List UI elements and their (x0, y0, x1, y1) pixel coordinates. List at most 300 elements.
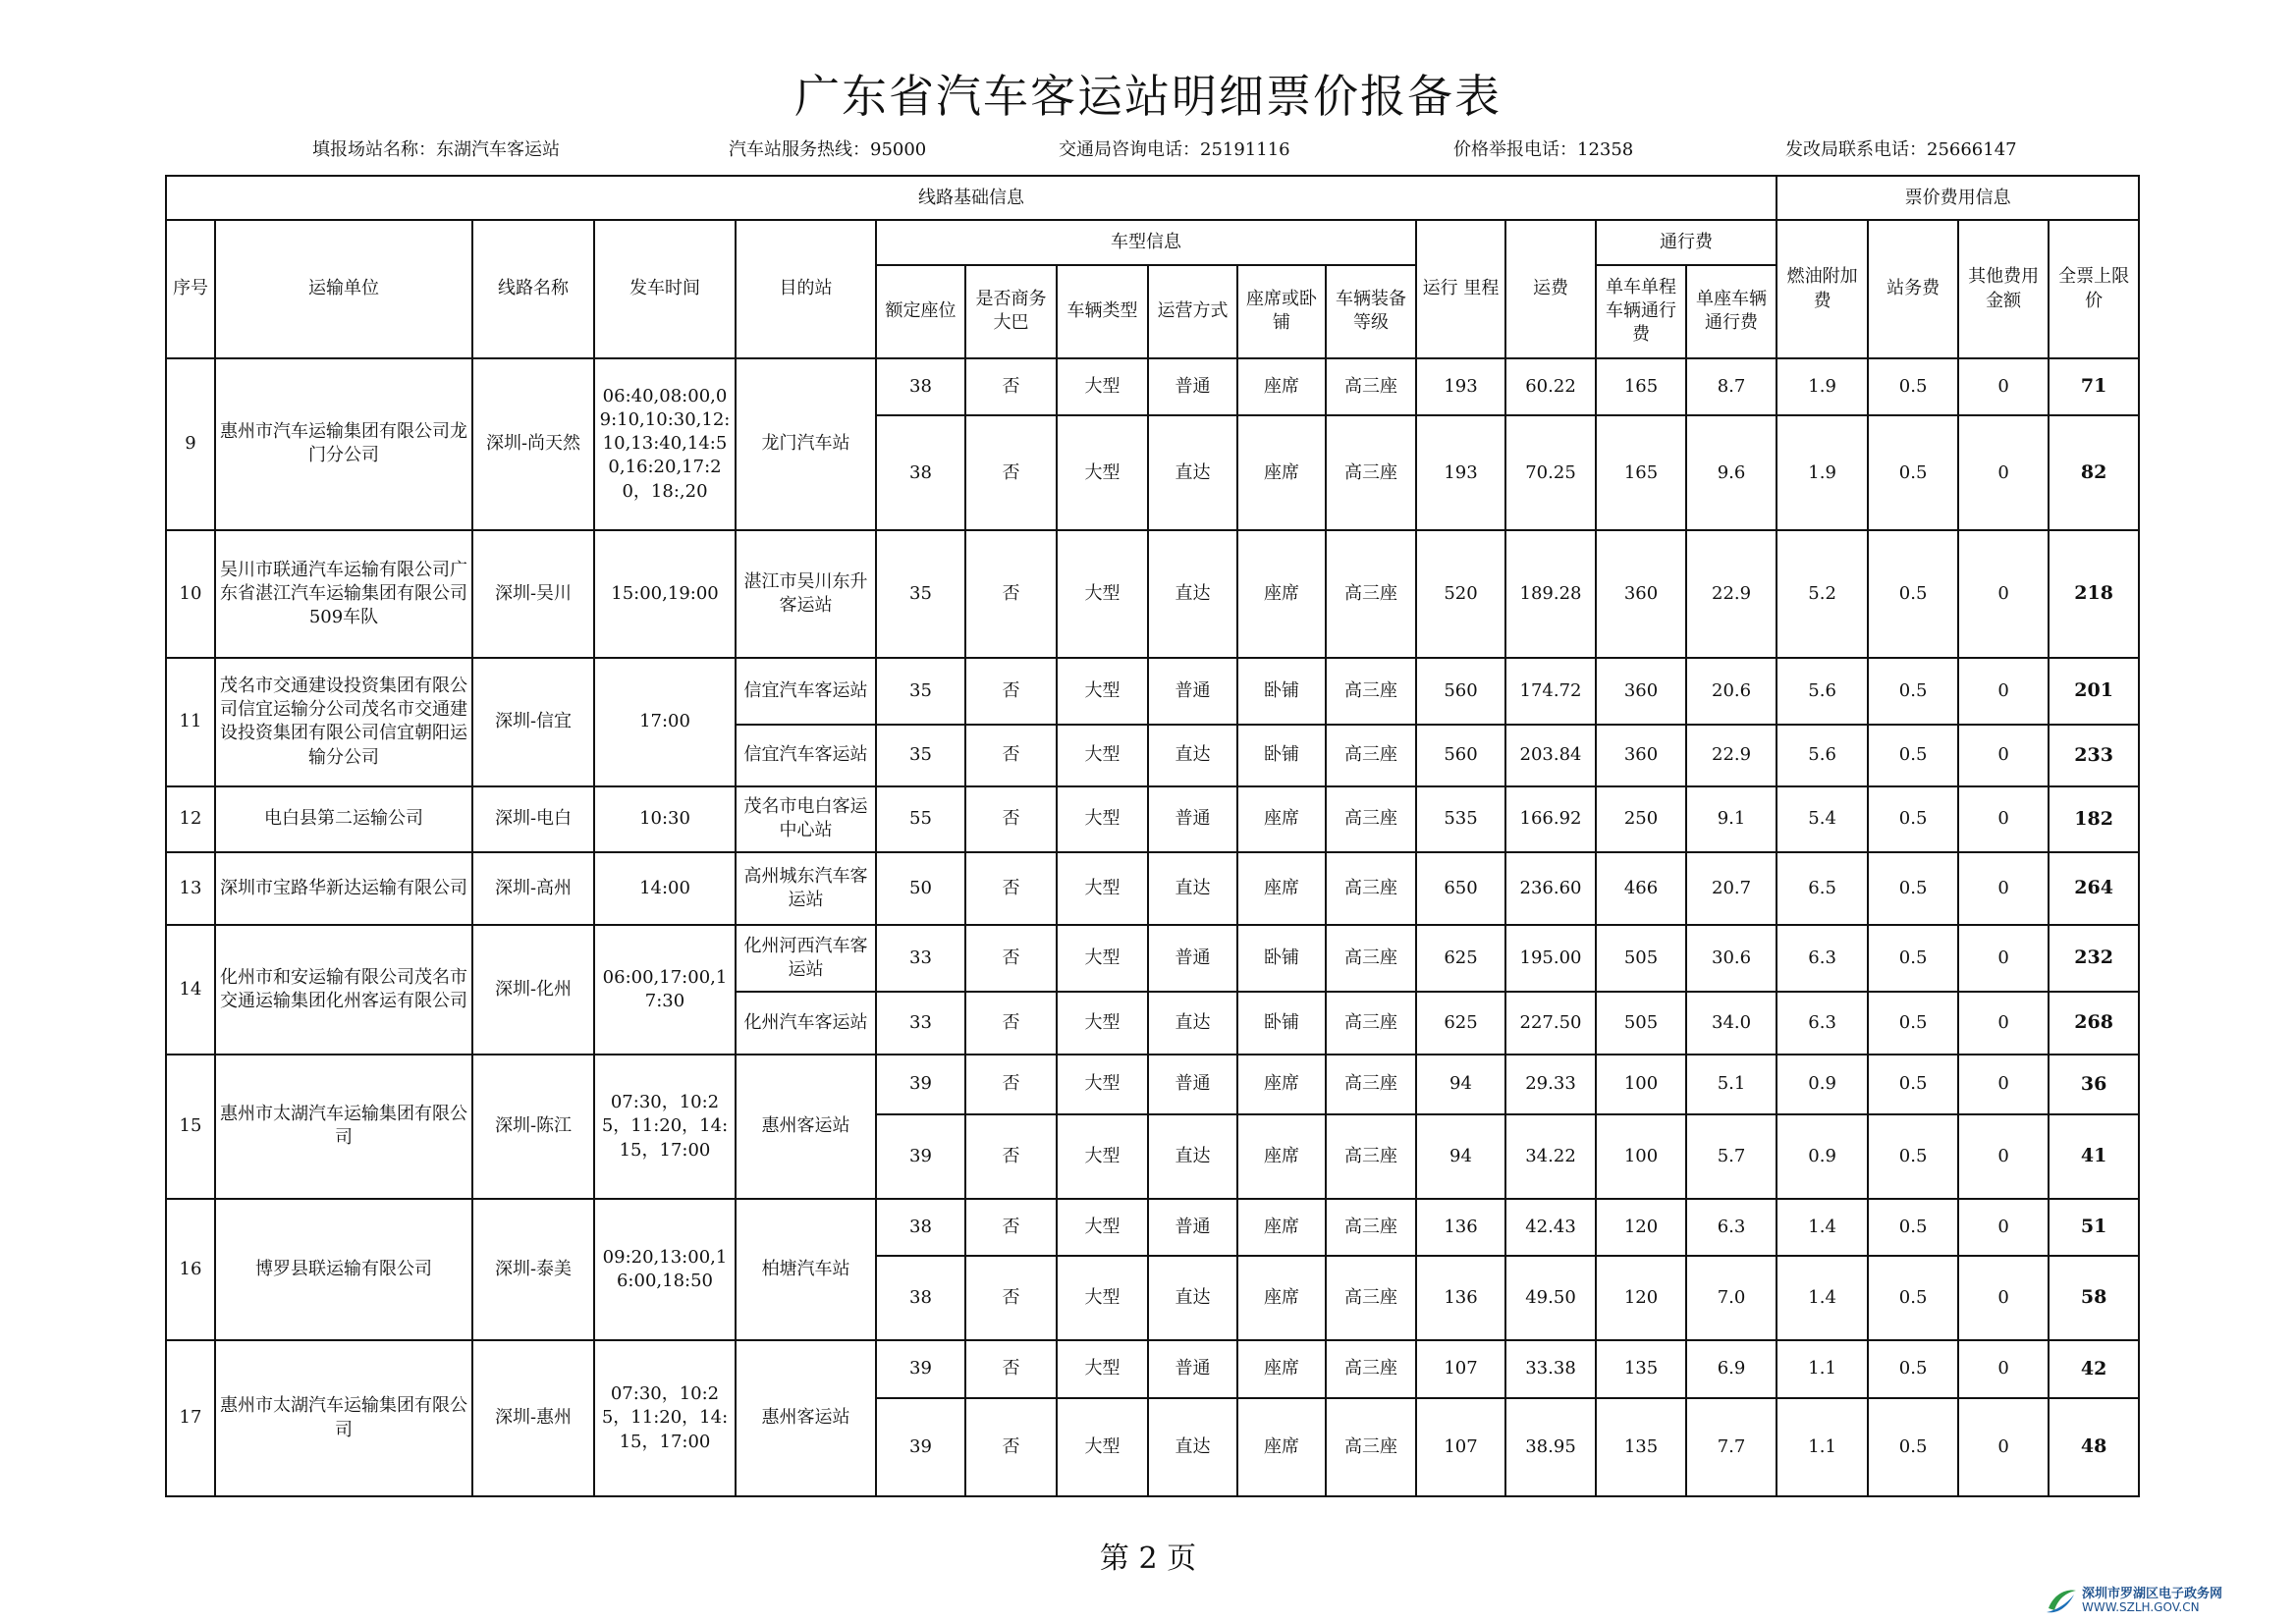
station-fee-cell: 0.5 (1868, 1114, 1958, 1199)
fuel-cell: 6.3 (1777, 992, 1868, 1055)
fare-cell: 70.25 (1505, 415, 1596, 530)
company-cell: 吴川市联通汽车运输有限公司广东省湛江汽车运输集团有限公司509车队 (215, 530, 472, 658)
fare-cell: 203.84 (1505, 725, 1596, 786)
berth-cell: 座席 (1237, 786, 1326, 852)
portal-name: 深圳市罗湖区电子政务网 (2082, 1587, 2223, 1601)
company-cell: 电白县第二运输公司 (215, 786, 472, 852)
depart-time-cell: 07:30，10:25，11:20，14:15，17:00 (594, 1055, 736, 1198)
route-cell: 深圳-尚天然 (472, 358, 594, 530)
page-title: 广东省汽车客运站明细票价报备表 (794, 70, 1502, 123)
vtype-cell: 大型 (1057, 1256, 1148, 1340)
distance-cell: 625 (1416, 925, 1505, 992)
station-fee-cell: 0.5 (1868, 1340, 1958, 1398)
price-report-phone-info: 价格举报电话：12358 (1453, 139, 1634, 160)
distance-cell: 560 (1416, 658, 1505, 725)
vtype-cell: 大型 (1057, 786, 1148, 852)
distance-cell: 535 (1416, 786, 1505, 852)
toll-seat-cell: 5.7 (1686, 1114, 1777, 1199)
berth-cell: 座席 (1237, 1398, 1326, 1496)
fare-cell: 174.72 (1505, 658, 1596, 725)
business-cell: 否 (965, 658, 1057, 725)
berth-cell: 座席 (1237, 1114, 1326, 1199)
fuel-cell: 0.9 (1777, 1055, 1868, 1114)
total-cell: 36 (2049, 1055, 2139, 1114)
distance-cell: 94 (1416, 1114, 1505, 1199)
destination-cell: 柏塘汽车站 (736, 1199, 876, 1340)
station-fee-cell: 0.5 (1868, 786, 1958, 852)
header-fare: 运费 (1505, 220, 1596, 357)
fuel-cell: 1.4 (1777, 1256, 1868, 1340)
fuel-cell: 5.6 (1777, 658, 1868, 725)
depart-time-cell: 10:30 (594, 786, 736, 852)
business-cell: 否 (965, 1398, 1057, 1496)
portal-url: WWW.SZLH.GOV.CN (2082, 1600, 2200, 1614)
fuel-cell: 6.3 (1777, 925, 1868, 992)
total-cell: 182 (2049, 786, 2139, 852)
table-row (166, 658, 2139, 725)
grade-cell: 高三座 (1326, 415, 1416, 530)
fare-cell: 166.92 (1505, 786, 1596, 852)
header-toll: 通行费 (1596, 220, 1777, 264)
grade-cell: 高三座 (1326, 992, 1416, 1055)
depart-time-cell: 17:00 (594, 658, 736, 786)
mode-cell: 直达 (1148, 1398, 1237, 1496)
station-fee-cell: 0.5 (1868, 1256, 1958, 1340)
mode-cell: 直达 (1148, 1114, 1237, 1199)
total-cell: 264 (2049, 852, 2139, 925)
company-cell: 茂名市交通建设投资集团有限公司信宜运输分公司茂名市交通建设投资集团有限公司信宜朝阳运输分公司 (215, 658, 472, 786)
grade-cell: 高三座 (1326, 658, 1416, 725)
total-cell: 48 (2049, 1398, 2139, 1496)
toll-vehicle-cell: 360 (1596, 530, 1686, 658)
vtype-cell: 大型 (1057, 530, 1148, 658)
vtype-cell: 大型 (1057, 1398, 1148, 1496)
toll-vehicle-cell: 135 (1596, 1340, 1686, 1398)
company-cell: 惠州市汽车运输集团有限公司龙门分公司 (215, 358, 472, 530)
seats-cell: 39 (876, 1055, 965, 1114)
distance-cell: 107 (1416, 1340, 1505, 1398)
grade-cell: 高三座 (1326, 530, 1416, 658)
business-cell: 否 (965, 1256, 1057, 1340)
total-cell: 51 (2049, 1199, 2139, 1257)
other-cell: 0 (1958, 992, 2049, 1055)
grade-cell: 高三座 (1326, 725, 1416, 786)
seats-cell: 33 (876, 925, 965, 992)
other-cell: 0 (1958, 1398, 2049, 1496)
destination-cell: 化州河西汽车客运站 (736, 925, 876, 992)
seq-cell: 11 (166, 658, 215, 786)
header-toll-vehicle: 单车单程车辆通行费 (1596, 265, 1686, 358)
total-cell: 82 (2049, 415, 2139, 530)
vtype-cell: 大型 (1057, 358, 1148, 416)
portal-swoosh-icon (2045, 1585, 2078, 1616)
grade-cell: 高三座 (1326, 1055, 1416, 1114)
table-row (166, 1055, 2139, 1114)
header-station-fee: 站务费 (1868, 220, 1958, 357)
table-row (166, 530, 2139, 658)
toll-vehicle-cell: 165 (1596, 358, 1686, 416)
grade-cell: 高三座 (1326, 1256, 1416, 1340)
seats-cell: 55 (876, 786, 965, 852)
toll-seat-cell: 9.1 (1686, 786, 1777, 852)
fare-cell: 236.60 (1505, 852, 1596, 925)
grade-cell: 高三座 (1326, 925, 1416, 992)
fuel-cell: 1.4 (1777, 1199, 1868, 1257)
fare-cell: 60.22 (1505, 358, 1596, 416)
table-row (166, 925, 2139, 992)
business-cell: 否 (965, 992, 1057, 1055)
mode-cell: 普通 (1148, 1055, 1237, 1114)
distance-cell: 136 (1416, 1199, 1505, 1257)
table-row (166, 1340, 2139, 1398)
route-cell: 深圳-化州 (472, 925, 594, 1055)
seats-cell: 38 (876, 1256, 965, 1340)
berth-cell: 座席 (1237, 1256, 1326, 1340)
toll-vehicle-cell: 360 (1596, 658, 1686, 725)
toll-seat-cell: 5.1 (1686, 1055, 1777, 1114)
mode-cell: 普通 (1148, 658, 1237, 725)
total-cell: 268 (2049, 992, 2139, 1055)
company-cell: 惠州市太湖汽车运输集团有限公司 (215, 1055, 472, 1198)
berth-cell: 卧铺 (1237, 992, 1326, 1055)
header-total: 全票上限价 (2049, 220, 2139, 357)
header-route: 线路名称 (472, 220, 594, 357)
other-cell: 0 (1958, 358, 2049, 416)
total-cell: 233 (2049, 725, 2139, 786)
station-name-info: 填报场站名称：东湖汽车客运站 (312, 139, 560, 160)
toll-vehicle-cell: 165 (1596, 415, 1686, 530)
business-cell: 否 (965, 1199, 1057, 1257)
business-cell: 否 (965, 852, 1057, 925)
station-fee-cell: 0.5 (1868, 925, 1958, 992)
mode-cell: 直达 (1148, 852, 1237, 925)
toll-seat-cell: 6.9 (1686, 1340, 1777, 1398)
distance-cell: 650 (1416, 852, 1505, 925)
seq-cell: 10 (166, 530, 215, 658)
grade-cell: 高三座 (1326, 1340, 1416, 1398)
business-cell: 否 (965, 358, 1057, 416)
seq-cell: 14 (166, 925, 215, 1055)
distance-cell: 520 (1416, 530, 1505, 658)
distance-cell: 136 (1416, 1256, 1505, 1340)
mode-cell: 普通 (1148, 925, 1237, 992)
fuel-cell: 1.9 (1777, 358, 1868, 416)
mode-cell: 普通 (1148, 1340, 1237, 1398)
header-depart: 发车时间 (594, 220, 736, 357)
depart-time-cell: 15:00,19:00 (594, 530, 736, 658)
ndrc-phone-info: 发改局联系电话：25666147 (1785, 139, 2017, 160)
toll-vehicle-cell: 466 (1596, 852, 1686, 925)
berth-cell: 座席 (1237, 358, 1326, 416)
vtype-cell: 大型 (1057, 992, 1148, 1055)
berth-cell: 座席 (1237, 1055, 1326, 1114)
table-row (166, 786, 2139, 852)
other-cell: 0 (1958, 658, 2049, 725)
total-cell: 42 (2049, 1340, 2139, 1398)
toll-vehicle-cell: 505 (1596, 992, 1686, 1055)
header-berth: 座席或卧铺 (1237, 265, 1326, 358)
route-cell: 深圳-吴川 (472, 530, 594, 658)
distance-cell: 193 (1416, 358, 1505, 416)
seq-cell: 15 (166, 1055, 215, 1198)
station-fee-cell: 0.5 (1868, 1055, 1958, 1114)
destination-cell: 茂名市电白客运中心站 (736, 786, 876, 852)
fuel-cell: 1.1 (1777, 1340, 1868, 1398)
toll-vehicle-cell: 250 (1596, 786, 1686, 852)
route-cell: 深圳-陈江 (472, 1055, 594, 1198)
header-company: 运输单位 (215, 220, 472, 357)
depart-time-cell: 14:00 (594, 852, 736, 925)
mode-cell: 普通 (1148, 358, 1237, 416)
toll-seat-cell: 7.0 (1686, 1256, 1777, 1340)
company-cell: 化州市和安运输有限公司茂名市交通运输集团化州客运有限公司 (215, 925, 472, 1055)
station-fee-cell: 0.5 (1868, 992, 1958, 1055)
berth-cell: 卧铺 (1237, 725, 1326, 786)
station-fee-cell: 0.5 (1868, 1199, 1958, 1257)
destination-cell: 湛江市吴川东升客运站 (736, 530, 876, 658)
seats-cell: 38 (876, 358, 965, 416)
vtype-cell: 大型 (1057, 725, 1148, 786)
other-cell: 0 (1958, 1256, 2049, 1340)
fare-table (165, 175, 2140, 1497)
other-cell: 0 (1958, 725, 2049, 786)
fare-cell: 38.95 (1505, 1398, 1596, 1496)
total-cell: 71 (2049, 358, 2139, 416)
mode-cell: 直达 (1148, 415, 1237, 530)
distance-cell: 625 (1416, 992, 1505, 1055)
mode-cell: 普通 (1148, 786, 1237, 852)
toll-seat-cell: 30.6 (1686, 925, 1777, 992)
berth-cell: 座席 (1237, 415, 1326, 530)
service-hotline-info: 汽车站服务热线：95000 (729, 139, 927, 160)
other-cell: 0 (1958, 1055, 2049, 1114)
fuel-cell: 5.4 (1777, 786, 1868, 852)
company-cell: 惠州市太湖汽车运输集团有限公司 (215, 1340, 472, 1496)
grade-cell: 高三座 (1326, 1199, 1416, 1257)
government-portal-logo (2045, 1581, 2278, 1620)
other-cell: 0 (1958, 852, 2049, 925)
station-fee-cell: 0.5 (1868, 530, 1958, 658)
station-fee-cell: 0.5 (1868, 1398, 1958, 1496)
toll-seat-cell: 7.7 (1686, 1398, 1777, 1496)
seats-cell: 38 (876, 415, 965, 530)
toll-vehicle-cell: 360 (1596, 725, 1686, 786)
mode-cell: 直达 (1148, 1256, 1237, 1340)
destination-cell: 化州汽车客运站 (736, 992, 876, 1055)
seq-cell: 12 (166, 786, 215, 852)
vtype-cell: 大型 (1057, 852, 1148, 925)
header-other: 其他费用金额 (1958, 220, 2049, 357)
toll-vehicle-cell: 505 (1596, 925, 1686, 992)
depart-time-cell: 06:00,17:00,17:30 (594, 925, 736, 1055)
total-cell: 232 (2049, 925, 2139, 992)
header-route-info-group: 线路基础信息 (166, 176, 1777, 220)
mode-cell: 直达 (1148, 725, 1237, 786)
toll-vehicle-cell: 100 (1596, 1114, 1686, 1199)
station-fee-cell: 0.5 (1868, 358, 1958, 416)
other-cell: 0 (1958, 530, 2049, 658)
header-dest: 目的站 (736, 220, 876, 357)
berth-cell: 卧铺 (1237, 925, 1326, 992)
header-vtype: 车辆类型 (1057, 265, 1148, 358)
distance-cell: 94 (1416, 1055, 1505, 1114)
destination-cell: 信宜汽车客运站 (736, 658, 876, 725)
vtype-cell: 大型 (1057, 1340, 1148, 1398)
business-cell: 否 (965, 1114, 1057, 1199)
fare-cell: 227.50 (1505, 992, 1596, 1055)
destination-cell: 惠州客运站 (736, 1055, 876, 1198)
header-row-2 (166, 220, 2139, 264)
other-cell: 0 (1958, 415, 2049, 530)
destination-cell: 惠州客运站 (736, 1340, 876, 1496)
total-cell: 218 (2049, 530, 2139, 658)
vtype-cell: 大型 (1057, 1114, 1148, 1199)
station-fee-cell: 0.5 (1868, 725, 1958, 786)
destination-cell: 龙门汽车站 (736, 358, 876, 530)
fare-cell: 33.38 (1505, 1340, 1596, 1398)
fuel-cell: 5.2 (1777, 530, 1868, 658)
business-cell: 否 (965, 725, 1057, 786)
page-number: 第 2 页 (1099, 1542, 1197, 1576)
toll-seat-cell: 34.0 (1686, 992, 1777, 1055)
berth-cell: 座席 (1237, 1340, 1326, 1398)
grade-cell: 高三座 (1326, 1398, 1416, 1496)
vtype-cell: 大型 (1057, 415, 1148, 530)
grade-cell: 高三座 (1326, 358, 1416, 416)
mode-cell: 直达 (1148, 992, 1237, 1055)
distance-cell: 107 (1416, 1398, 1505, 1496)
toll-seat-cell: 20.7 (1686, 852, 1777, 925)
header-distance: 运行 里程 (1416, 220, 1505, 357)
grade-cell: 高三座 (1326, 786, 1416, 852)
header-vehicle-info: 车型信息 (876, 220, 1416, 264)
seats-cell: 35 (876, 530, 965, 658)
business-cell: 否 (965, 1055, 1057, 1114)
other-cell: 0 (1958, 1114, 2049, 1199)
station-fee-cell: 0.5 (1868, 415, 1958, 530)
table-row (166, 852, 2139, 925)
toll-seat-cell: 20.6 (1686, 658, 1777, 725)
other-cell: 0 (1958, 786, 2049, 852)
table-row (166, 1199, 2139, 1257)
total-cell: 41 (2049, 1114, 2139, 1199)
berth-cell: 座席 (1237, 530, 1326, 658)
seq-cell: 17 (166, 1340, 215, 1496)
fuel-cell: 6.5 (1777, 852, 1868, 925)
grade-cell: 高三座 (1326, 1114, 1416, 1199)
toll-seat-cell: 22.9 (1686, 530, 1777, 658)
business-cell: 否 (965, 786, 1057, 852)
route-cell: 深圳-泰美 (472, 1199, 594, 1340)
route-cell: 深圳-惠州 (472, 1340, 594, 1496)
toll-vehicle-cell: 120 (1596, 1199, 1686, 1257)
station-fee-cell: 0.5 (1868, 852, 1958, 925)
other-cell: 0 (1958, 925, 2049, 992)
seats-cell: 50 (876, 852, 965, 925)
header-business: 是否商务大巴 (965, 265, 1057, 358)
header-fuel: 燃油附加费 (1777, 220, 1868, 357)
other-cell: 0 (1958, 1340, 2049, 1398)
route-cell: 深圳-电白 (472, 786, 594, 852)
seats-cell: 39 (876, 1114, 965, 1199)
seats-cell: 33 (876, 992, 965, 1055)
seq-cell: 9 (166, 358, 215, 530)
other-cell: 0 (1958, 1199, 2049, 1257)
depart-time-cell: 06:40,08:00,09:10,10:30,12:10,13:40,14:50,16:20,17:20，18:,20 (594, 358, 736, 530)
header-row-1 (166, 176, 2139, 220)
table-row (166, 358, 2139, 416)
fare-cell: 189.28 (1505, 530, 1596, 658)
fuel-cell: 5.6 (1777, 725, 1868, 786)
total-cell: 58 (2049, 1256, 2139, 1340)
berth-cell: 座席 (1237, 1199, 1326, 1257)
route-cell: 深圳-高州 (472, 852, 594, 925)
header-grade: 车辆装备等级 (1326, 265, 1416, 358)
business-cell: 否 (965, 1340, 1057, 1398)
toll-vehicle-cell: 135 (1596, 1398, 1686, 1496)
vtype-cell: 大型 (1057, 1199, 1148, 1257)
fuel-cell: 1.9 (1777, 415, 1868, 530)
toll-vehicle-cell: 100 (1596, 1055, 1686, 1114)
business-cell: 否 (965, 415, 1057, 530)
vtype-cell: 大型 (1057, 925, 1148, 992)
fare-cell: 34.22 (1505, 1114, 1596, 1199)
toll-seat-cell: 22.9 (1686, 725, 1777, 786)
transport-bureau-phone-info: 交通局咨询电话：25191116 (1059, 139, 1290, 160)
seats-cell: 35 (876, 725, 965, 786)
fuel-cell: 0.9 (1777, 1114, 1868, 1199)
depart-time-cell: 09:20,13:00,16:00,18:50 (594, 1199, 736, 1340)
business-cell: 否 (965, 925, 1057, 992)
mode-cell: 普通 (1148, 1199, 1237, 1257)
header-toll-seat: 单座车辆通行费 (1686, 265, 1777, 358)
header-mode: 运营方式 (1148, 265, 1237, 358)
company-cell: 博罗县联运输有限公司 (215, 1199, 472, 1340)
destination-cell: 信宜汽车客运站 (736, 725, 876, 786)
toll-seat-cell: 6.3 (1686, 1199, 1777, 1257)
grade-cell: 高三座 (1326, 852, 1416, 925)
seats-cell: 38 (876, 1199, 965, 1257)
seq-cell: 13 (166, 852, 215, 925)
total-cell: 201 (2049, 658, 2139, 725)
station-fee-cell: 0.5 (1868, 658, 1958, 725)
depart-time-cell: 07:30，10:25，11:20，14:15，17:00 (594, 1340, 736, 1496)
berth-cell: 座席 (1237, 852, 1326, 925)
business-cell: 否 (965, 530, 1057, 658)
berth-cell: 卧铺 (1237, 658, 1326, 725)
fare-cell: 49.50 (1505, 1256, 1596, 1340)
route-cell: 深圳-信宜 (472, 658, 594, 786)
seats-cell: 39 (876, 1340, 965, 1398)
header-seats: 额定座位 (876, 265, 965, 358)
header-fare-info-group: 票价费用信息 (1777, 176, 2139, 220)
toll-seat-cell: 8.7 (1686, 358, 1777, 416)
seats-cell: 35 (876, 658, 965, 725)
fare-cell: 29.33 (1505, 1055, 1596, 1114)
company-cell: 深圳市宝路华新达运输有限公司 (215, 852, 472, 925)
toll-vehicle-cell: 120 (1596, 1256, 1686, 1340)
header-seq: 序号 (166, 220, 215, 357)
fare-cell: 195.00 (1505, 925, 1596, 992)
distance-cell: 560 (1416, 725, 1505, 786)
fare-cell: 42.43 (1505, 1199, 1596, 1257)
toll-seat-cell: 9.6 (1686, 415, 1777, 530)
vtype-cell: 大型 (1057, 1055, 1148, 1114)
destination-cell: 高州城东汽车客运站 (736, 852, 876, 925)
seats-cell: 39 (876, 1398, 965, 1496)
distance-cell: 193 (1416, 415, 1505, 530)
fuel-cell: 1.1 (1777, 1398, 1868, 1496)
